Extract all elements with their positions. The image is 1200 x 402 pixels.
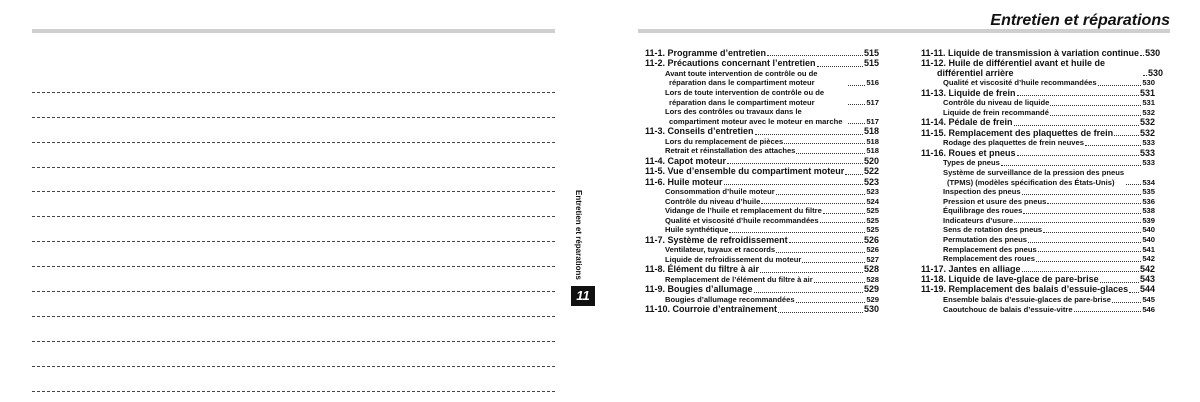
note-line bbox=[32, 342, 555, 367]
toc-subentry[interactable] bbox=[921, 168, 1155, 187]
toc-entry-title: Ensemble balais d’essuie-glaces de pare-brise bbox=[943, 295, 1111, 305]
toc-entry-title: 11-8. Élément du filtre à air bbox=[645, 264, 760, 275]
toc-page-number: 530 bbox=[1148, 67, 1164, 78]
toc-heading[interactable] bbox=[921, 265, 1155, 275]
toc-entry-title: 11-19. Remplacement des balais d’essuie-glaces bbox=[921, 284, 1129, 295]
dot-leader bbox=[1028, 242, 1141, 243]
toc-subentry[interactable] bbox=[645, 137, 879, 147]
toc-page-number: 543 bbox=[1139, 274, 1155, 285]
dot-leader bbox=[1129, 292, 1139, 293]
note-line bbox=[32, 217, 555, 242]
toc-entry-title: Indicateurs d’usure bbox=[943, 215, 1014, 225]
toc-heading[interactable] bbox=[645, 285, 879, 295]
toc-entry-title: 11-3. Conseils d’entretien bbox=[645, 126, 754, 137]
toc-subentry[interactable] bbox=[921, 235, 1155, 245]
toc-subentry[interactable] bbox=[921, 254, 1155, 264]
dot-leader bbox=[760, 272, 863, 273]
toc-page-number: 529 bbox=[863, 284, 879, 295]
toc-subentry[interactable] bbox=[645, 295, 879, 305]
toc-heading[interactable] bbox=[921, 275, 1155, 285]
toc-entry-title: Inspection des pneus bbox=[943, 187, 1021, 197]
toc-page-number: 525 bbox=[866, 206, 879, 216]
toc-column-2 bbox=[921, 47, 1164, 314]
toc-entry-title: 11-10. Courroie d’entraînement bbox=[645, 304, 778, 315]
toc-page-number: 523 bbox=[863, 176, 879, 187]
top-rule bbox=[32, 29, 555, 33]
toc-entry-title: 11-13. Liquide de frein bbox=[921, 87, 1016, 98]
dot-leader bbox=[727, 163, 863, 164]
toc-subentry[interactable] bbox=[645, 197, 879, 207]
dot-leader bbox=[776, 194, 866, 195]
dot-leader bbox=[724, 184, 863, 185]
toc-entry-title: Rodage des plaquettes de frein neuves bbox=[943, 138, 1084, 148]
toc-page-number: 518 bbox=[866, 136, 879, 146]
toc-entry-title: Huile synthétique bbox=[665, 225, 729, 235]
note-line bbox=[32, 242, 555, 267]
toc-entry-title: Qualité et viscosité d’huile recommandées bbox=[665, 215, 819, 225]
toc-subentry[interactable] bbox=[645, 146, 879, 156]
toc-page-number: 544 bbox=[1139, 284, 1155, 295]
dot-leader bbox=[848, 123, 865, 124]
dot-leader bbox=[848, 85, 865, 86]
toc-page-number: 516 bbox=[866, 78, 879, 88]
toc-page-number: 534 bbox=[1142, 177, 1155, 187]
toc-page-number: 525 bbox=[866, 215, 879, 225]
toc-subentry[interactable] bbox=[921, 295, 1155, 305]
toc-entry-title: Système de surveillance de la pression des pneus (TPMS) (modèles spécification des États-Unis) bbox=[943, 167, 1125, 187]
toc-heading[interactable] bbox=[645, 157, 879, 167]
toc-entry-title: 11-14. Pédale de frein bbox=[921, 117, 1013, 128]
toc-page-number: 525 bbox=[866, 225, 879, 235]
dot-leader bbox=[755, 134, 863, 135]
dot-leader bbox=[1022, 271, 1139, 272]
toc-heading[interactable] bbox=[645, 49, 879, 59]
dot-leader bbox=[845, 174, 863, 175]
toc-entry-title: Qualité et viscosité d’huile recommandées bbox=[943, 78, 1097, 88]
dot-leader bbox=[1050, 105, 1141, 106]
toc-page-number: 518 bbox=[863, 126, 879, 137]
toc-page bbox=[600, 0, 1200, 402]
toc-heading[interactable] bbox=[921, 47, 1161, 59]
toc-heading[interactable] bbox=[921, 149, 1155, 159]
toc-entry-title: 11-5. Vue d’ensemble du compartiment moteur bbox=[645, 166, 845, 177]
dot-leader bbox=[1014, 125, 1139, 126]
note-line bbox=[32, 267, 555, 292]
toc-page-number: 531 bbox=[1142, 98, 1155, 108]
toc-page-number: 522 bbox=[863, 166, 879, 177]
dot-leader bbox=[1038, 251, 1142, 252]
dot-leader bbox=[1023, 213, 1141, 214]
dot-leader bbox=[776, 252, 865, 253]
dot-leader bbox=[1022, 194, 1142, 195]
note-line bbox=[32, 292, 555, 317]
toc-page-number: 532 bbox=[1139, 127, 1155, 138]
toc-subentry[interactable] bbox=[921, 197, 1155, 207]
toc-page-number: 542 bbox=[1139, 263, 1155, 274]
toc-page-number: 527 bbox=[866, 255, 879, 265]
toc-page-number: 524 bbox=[866, 196, 879, 206]
toc-entry-title: 11-1. Programme d’entretien bbox=[645, 47, 767, 58]
toc-entry-title: Lors des contrôles ou travaux dans le compartiment moteur avec le moteur en marche bbox=[665, 107, 843, 126]
dot-leader bbox=[754, 292, 863, 293]
note-line bbox=[32, 143, 555, 168]
toc-page-number: 536 bbox=[1142, 196, 1155, 206]
toc-entry-title: Lors de toute intervention de contrôle ou de réparation dans le compartiment moteur bbox=[665, 87, 825, 107]
dot-leader bbox=[1017, 155, 1139, 156]
chapter-tab: 11 bbox=[571, 286, 595, 306]
dot-leader bbox=[1001, 165, 1142, 166]
toc-page-number: 531 bbox=[1139, 87, 1155, 98]
dot-leader bbox=[814, 282, 866, 283]
toc-page-number: 532 bbox=[1142, 107, 1155, 117]
dot-leader bbox=[802, 262, 865, 263]
dot-leader bbox=[1074, 311, 1142, 312]
toc-page-number: 530 bbox=[1145, 47, 1161, 58]
toc-entry-title: Sens de rotation des pneus bbox=[943, 225, 1043, 235]
toc-heading[interactable] bbox=[645, 59, 879, 69]
toc-subentry[interactable] bbox=[921, 216, 1155, 226]
toc-page-number: 540 bbox=[1142, 225, 1155, 235]
dot-leader bbox=[848, 104, 865, 105]
toc-entry-title: Liquide de refroidissement du moteur bbox=[665, 255, 802, 265]
toc-subentry[interactable] bbox=[645, 216, 879, 226]
toc-entry-title: 11-2. Précautions concernant l’entretien bbox=[645, 58, 816, 69]
toc-subentry[interactable] bbox=[921, 225, 1155, 235]
toc-subentry[interactable] bbox=[921, 78, 1155, 88]
note-line bbox=[32, 68, 555, 93]
toc-entry-title: Lors du remplacement de pièces bbox=[665, 136, 784, 146]
toc-entry-title: 11-9. Bougies d’allumage bbox=[645, 284, 753, 295]
toc-subentry[interactable] bbox=[645, 88, 879, 107]
toc-heading[interactable] bbox=[921, 118, 1155, 128]
toc-heading[interactable] bbox=[645, 167, 879, 177]
toc-page-number: 517 bbox=[866, 116, 879, 126]
toc-subentry[interactable] bbox=[645, 187, 879, 197]
toc-heading[interactable] bbox=[921, 285, 1155, 295]
toc-entry-title: Permutation des pneus bbox=[943, 235, 1027, 245]
dot-leader bbox=[1047, 203, 1141, 204]
toc-page-number: 523 bbox=[866, 187, 879, 197]
toc-page-number: 535 bbox=[1142, 187, 1155, 197]
toc-page-number: 539 bbox=[1142, 215, 1155, 225]
toc-entry-title: Remplacement des pneus bbox=[943, 244, 1037, 254]
toc-page-number: 530 bbox=[1142, 78, 1155, 88]
toc-page-number: 526 bbox=[866, 245, 879, 255]
dot-leader bbox=[1043, 232, 1141, 233]
toc-entry-title: 11-18. Liquide de lave-glace de pare-brise bbox=[921, 274, 1099, 285]
toc-entry-title: Remplacement de l’élément du filtre à air bbox=[665, 275, 813, 285]
toc-heading[interactable] bbox=[645, 127, 879, 137]
toc-subentry[interactable] bbox=[645, 206, 879, 216]
dot-leader bbox=[1143, 75, 1147, 76]
toc-entry-title: 11-4. Capot moteur bbox=[645, 155, 727, 166]
dot-leader bbox=[1126, 184, 1141, 185]
toc-subentry[interactable] bbox=[645, 275, 879, 285]
dot-leader bbox=[823, 213, 865, 214]
dot-leader bbox=[1050, 115, 1141, 116]
toc-subentry[interactable] bbox=[645, 225, 879, 235]
note-line bbox=[32, 367, 555, 392]
toc-entry-title: Avant toute intervention de contrôle ou de réparation dans le compartiment moteur bbox=[665, 68, 818, 88]
toc-entry-title: Vidange de l’huile et remplacement du filtre bbox=[665, 206, 822, 216]
toc-entry-title: Ventilateur, tuyaux et raccords bbox=[665, 245, 776, 255]
toc-page-number: 528 bbox=[863, 264, 879, 275]
toc-page-number: 533 bbox=[1142, 138, 1155, 148]
toc-heading[interactable] bbox=[645, 265, 879, 275]
toc-subentry[interactable] bbox=[921, 108, 1155, 118]
note-line bbox=[32, 317, 555, 342]
toc-entry-title: 11-17. Jantes en alliage bbox=[921, 263, 1021, 274]
toc-entry-title: Contrôle du niveau de liquide bbox=[943, 98, 1050, 108]
dot-leader bbox=[1098, 85, 1142, 86]
toc-page-number: 518 bbox=[866, 146, 879, 156]
toc-entry-title: Pression et usure des pneus bbox=[943, 196, 1047, 206]
toc-subentry[interactable] bbox=[921, 206, 1155, 216]
dot-leader bbox=[1112, 302, 1141, 303]
dot-leader bbox=[1014, 222, 1141, 223]
toc-entry-title: Équilibrage des roues bbox=[943, 206, 1023, 216]
toc-entry-title: Remplacement des roues bbox=[943, 254, 1036, 264]
toc-subentry[interactable] bbox=[645, 107, 879, 126]
toc-page-number: 542 bbox=[1142, 254, 1155, 264]
toc-page-number: 517 bbox=[866, 97, 879, 107]
toc-subentry[interactable] bbox=[645, 255, 879, 265]
toc-page-number: 541 bbox=[1142, 244, 1155, 254]
toc-heading[interactable] bbox=[645, 236, 879, 246]
dot-leader bbox=[761, 203, 865, 204]
toc-entry-title: 11-16. Roues et pneus bbox=[921, 147, 1016, 158]
toc-page-number: 532 bbox=[1139, 117, 1155, 128]
notes-lines bbox=[32, 68, 555, 392]
toc-entry-title: Bougies d’allumage recommandées bbox=[665, 295, 795, 305]
dot-leader bbox=[1017, 95, 1139, 96]
dot-leader bbox=[796, 153, 865, 154]
note-line bbox=[32, 192, 555, 217]
toc-entry-title: 11-7. Système de refroidissement bbox=[645, 234, 788, 245]
chapter-side-label: Entretien et réparations bbox=[574, 190, 583, 280]
toc-subentry[interactable] bbox=[921, 245, 1155, 255]
dot-leader bbox=[1100, 282, 1139, 283]
note-line bbox=[32, 118, 555, 143]
toc-page-number: 520 bbox=[863, 155, 879, 166]
toc-entry-title: 11-12. Huile de différentiel avant et huile de différentiel arrière bbox=[921, 58, 1106, 78]
dot-leader bbox=[1085, 145, 1141, 146]
dot-leader bbox=[1140, 55, 1144, 56]
toc-column-1 bbox=[645, 48, 879, 315]
dot-leader bbox=[729, 232, 865, 233]
toc-page-number: 545 bbox=[1142, 295, 1155, 305]
toc-page-number: 540 bbox=[1142, 235, 1155, 245]
dot-leader bbox=[789, 242, 863, 243]
note-line bbox=[32, 168, 555, 193]
dot-leader bbox=[817, 66, 863, 67]
dot-leader bbox=[767, 55, 863, 56]
chapter-title: Entretien et réparations bbox=[990, 12, 1170, 29]
toc-subentry[interactable] bbox=[921, 138, 1155, 148]
toc-heading[interactable] bbox=[645, 178, 879, 188]
dot-leader bbox=[778, 312, 863, 313]
note-line bbox=[32, 93, 555, 118]
toc-page-number: 515 bbox=[863, 58, 879, 69]
toc-heading[interactable] bbox=[921, 129, 1155, 139]
toc-page-number: 533 bbox=[1142, 158, 1155, 168]
dot-leader bbox=[784, 143, 865, 144]
toc-entry-title: Consommation d’huile moteur bbox=[665, 187, 775, 197]
toc-page-number: 526 bbox=[863, 234, 879, 245]
toc-entry-title: Caoutchouc de balais d’essuie-vitre bbox=[943, 304, 1073, 314]
toc-heading[interactable] bbox=[921, 89, 1155, 99]
toc-entry-title: Contrôle du niveau d’huile bbox=[665, 196, 761, 206]
toc-page-number: 533 bbox=[1139, 147, 1155, 158]
toc-entry-title: Retrait et réinstallation des attaches bbox=[665, 146, 796, 156]
dot-leader bbox=[1036, 261, 1141, 262]
toc-entry-title: 11-11. Liquide de transmission à variation continue bbox=[921, 47, 1140, 58]
dot-leader bbox=[1114, 135, 1139, 136]
toc-subentry[interactable] bbox=[645, 245, 879, 255]
dot-leader bbox=[796, 302, 866, 303]
toc-heading[interactable] bbox=[921, 58, 1164, 78]
toc-entry-title: Types de pneus bbox=[943, 158, 1000, 168]
toc-heading[interactable] bbox=[645, 305, 879, 315]
toc-entry-title: Liquide de frein recommandé bbox=[943, 107, 1049, 117]
toc-subentry[interactable] bbox=[645, 69, 879, 88]
dot-leader bbox=[820, 222, 866, 223]
toc-subentry[interactable] bbox=[921, 98, 1155, 108]
toc-subentry[interactable] bbox=[921, 187, 1155, 197]
toc-subentry[interactable] bbox=[921, 305, 1155, 315]
toc-subentry[interactable] bbox=[921, 158, 1155, 168]
toc-page-number: 546 bbox=[1142, 304, 1155, 314]
toc-page-number: 515 bbox=[863, 47, 879, 58]
toc-page-number: 529 bbox=[866, 295, 879, 305]
top-rule bbox=[638, 29, 1170, 33]
toc-entry-title: 11-15. Remplacement des plaquettes de frein bbox=[921, 127, 1114, 138]
toc-page-number: 530 bbox=[863, 304, 879, 315]
toc-entry-title: 11-6. Huile moteur bbox=[645, 176, 723, 187]
toc-page-number: 528 bbox=[866, 275, 879, 285]
toc-page-number: 538 bbox=[1142, 206, 1155, 216]
